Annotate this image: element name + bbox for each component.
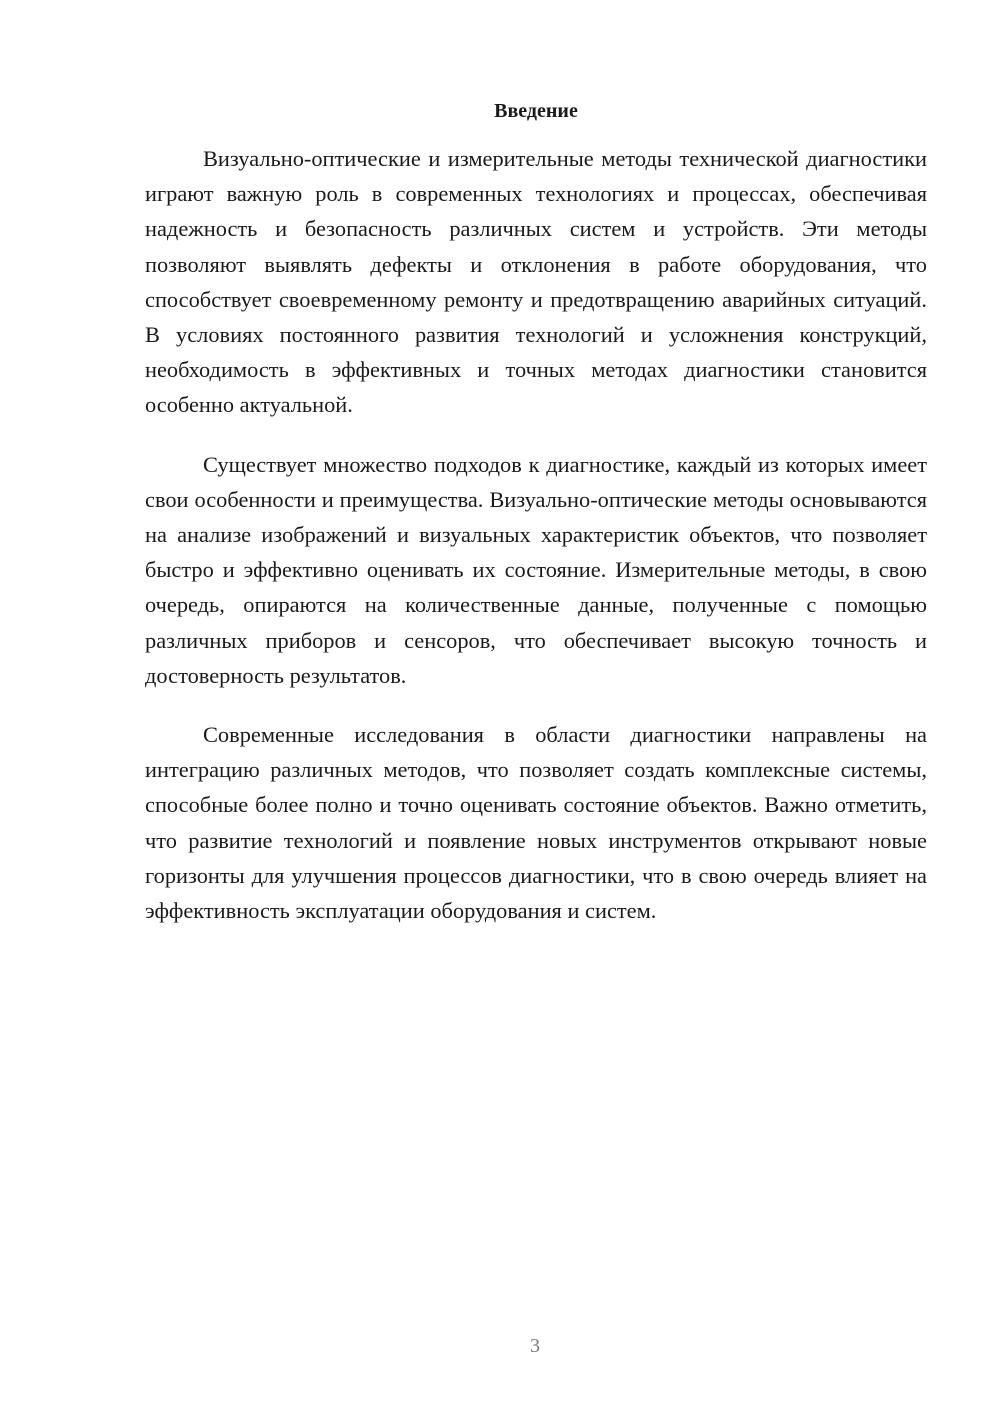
paragraph-2: Существует множество подходов к диагностике, каждый из которых имеет свои особенности и преимущества. Визуально-оптические методы основываются на анализе изображений и визуальных характеристик объектов, что позволяет быстро и эффективно оценивать их состояние. Измерительные методы, в свою очередь, опираются на количественные данные, полученные с помощью различных приборов и сенсоров, что обеспечивает высокую точность и достоверность результатов. [145,451,927,688]
section-title: Введение [494,100,578,122]
paragraph-1: Визуально-оптические и измерительные методы технической диагностики играют важную роль в современных технологиях и процессах, обеспечивая надежность и безопасность различных систем и устройств. Эти методы позволяют выявлять дефекты и отклонения в работе оборудования, что способствует своевременному ремонту и предотвращению аварийных ситуаций. В условиях постоянного развития технологий и усложнения конструкций, необходимость в эффективных и точных методах диагностики становится особенно актуальной. [145,146,927,418]
paragraph-3: Современные исследования в области диагностики направлены на интеграцию различных методов, что позволяет создать комплексные системы, способные более полно и точно оценивать состояние объектов. Важно отметить, что развитие технологий и появление новых инструментов открывают новые горизонты для улучшения процессов диагностики, что в свою очередь влияет на эффективность эксплуатации оборудования и систем. [145,722,927,924]
page-number: 3 [530,1335,540,1357]
body-text [145,141,927,952]
